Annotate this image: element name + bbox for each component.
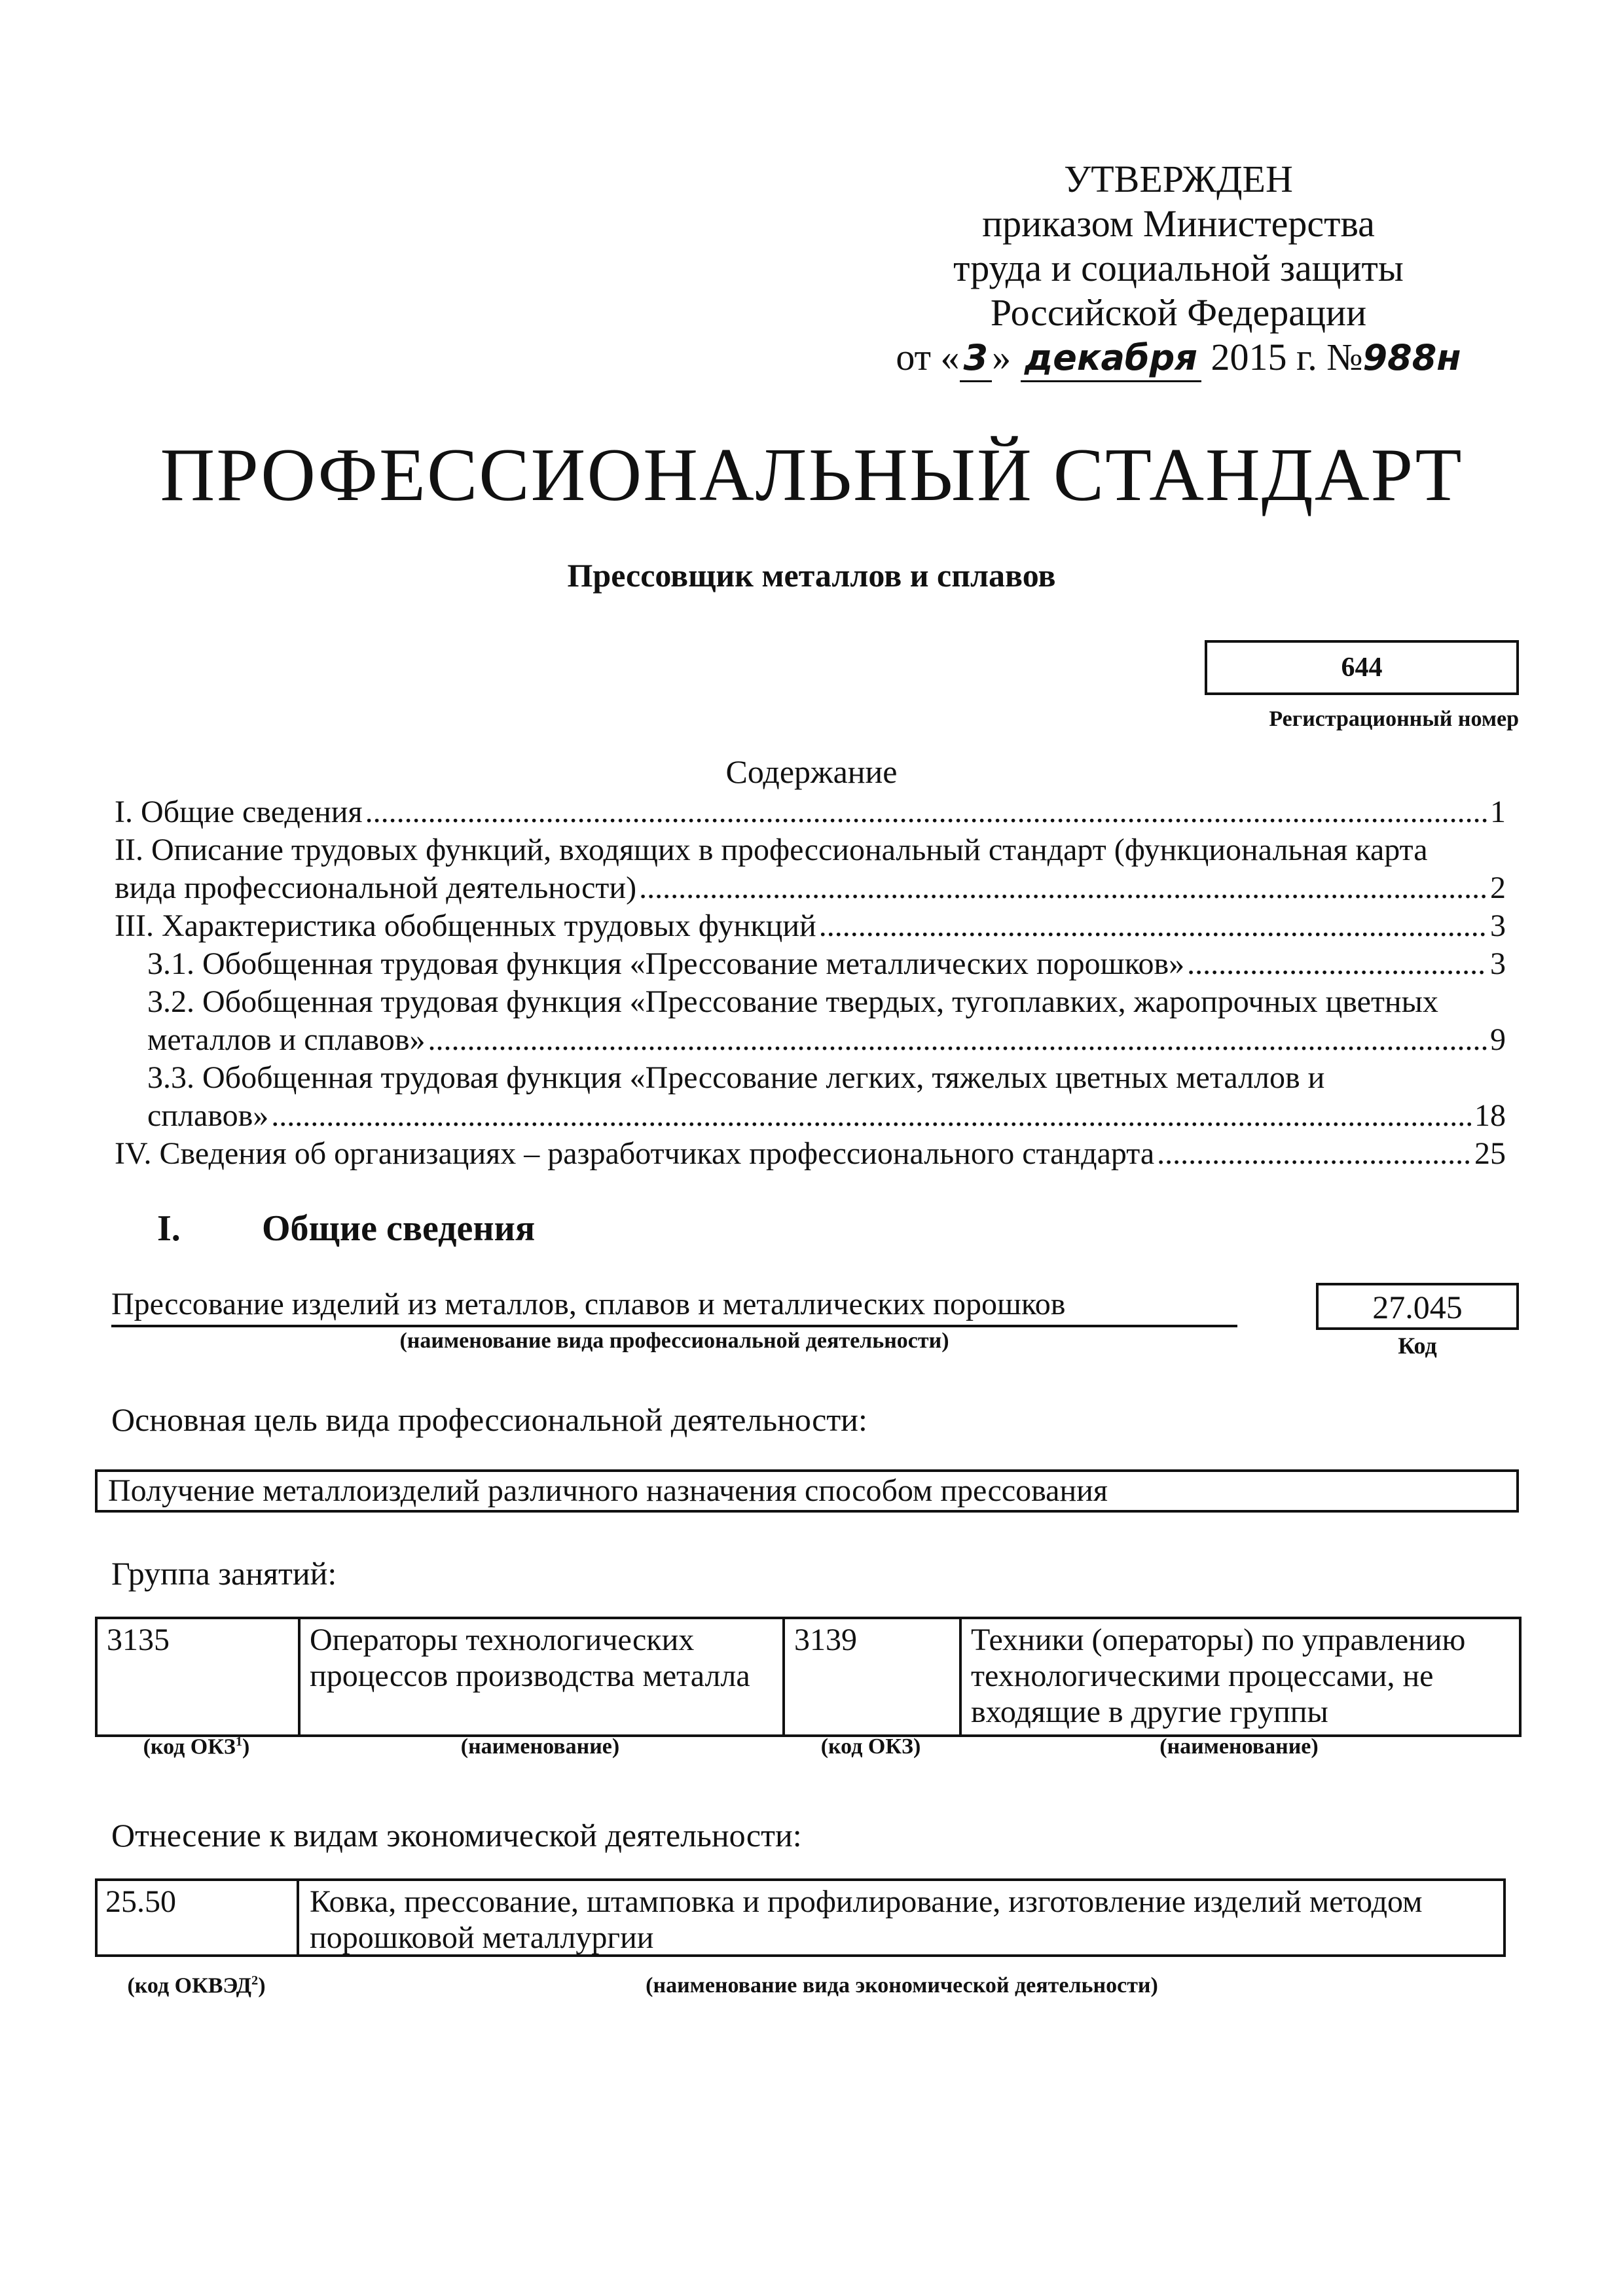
activity-name: Прессование изделий из металлов, сплавов и металлических порошков (111, 1286, 1237, 1327)
okved-code-cell: 25.50 (98, 1881, 299, 1954)
okz-name-cell: Техники (операторы) по управлению технологическими процессами, не входящие в другие группы (960, 1618, 1520, 1736)
toc-item[interactable]: 3.3. Обобщенная трудовая функция «Прессование легких, тяжелых цветных металлов и сплавов» ..... 18 (147, 1059, 1506, 1135)
approval-line: УТВЕРЖДЕН (1064, 158, 1293, 200)
okz-name-cell: Операторы технологических процессов производства металла (299, 1618, 784, 1736)
date-quote: » (992, 336, 1012, 378)
activity-code-caption: Код (1398, 1333, 1437, 1359)
toc-item[interactable]: 3.1. Обобщенная трудовая функция «Прессование металлических порошков» ..... 3 (147, 945, 1506, 983)
toc-item[interactable]: IV. Сведения об организациях – разработчиках профессионального стандарта ..... 25 (115, 1135, 1506, 1173)
approval-block (884, 157, 1473, 382)
date-prefix: от « (896, 336, 960, 378)
activity-caption: (наименование вида профессиональной деятельности) (399, 1329, 949, 1353)
toc-item[interactable]: II. Описание трудовых функций, входящих в профессиональный стандарт (функциональная карта вида профессиональной деятельности) ..... 2 (115, 831, 1506, 907)
okved-table (95, 1878, 1506, 1957)
date-year: 2015 г. № (1211, 336, 1363, 378)
approval-line: приказом Министерства (982, 202, 1375, 245)
toc-heading: Содержание (725, 753, 898, 790)
occupation-group-table (95, 1617, 1522, 1737)
section-title: Общие сведения (262, 1208, 536, 1249)
handwritten-day: 3 (960, 336, 993, 382)
okved-name-caption: (наименование вида экономической деятельности) (646, 1973, 1158, 1998)
document-subtitle: Прессовщик металлов и сплавов (567, 557, 1056, 594)
approval-date (884, 335, 1473, 382)
okz-code-cell: 3139 (784, 1618, 960, 1736)
okz-code-caption: (код ОКЗ$^1$) (143, 1734, 250, 1759)
section-number: I. (157, 1208, 181, 1249)
group-label: Группа занятий: (111, 1555, 337, 1592)
registration-number-label: Регистрационный номер (1269, 707, 1519, 731)
okz-name-caption: (наименование) (1159, 1734, 1319, 1759)
approval-line: Российской Федерации (990, 291, 1367, 334)
okved-name-cell: Ковка, прессование, штамповка и профилирование, изготовление изделий методом порошковой металлургии (310, 1884, 1423, 1955)
approval-line: труда и социальной защиты (953, 247, 1404, 289)
table-row (96, 1618, 1520, 1736)
document-title: ПРОФЕССИОНАЛЬНЫЙ СТАНДАРТ (160, 433, 1463, 517)
toc-item[interactable]: 3.2. Обобщенная трудовая функция «Прессование твердых, тугоплавких, жаропрочных цветных металлов и сплавов» ..... 9 (147, 983, 1506, 1059)
goal-box: Получение металлоизделий различного назначения способом прессования (95, 1469, 1519, 1513)
goal-label: Основная цель вида профессиональной деятельности: (111, 1401, 867, 1438)
handwritten-number: 988н (1362, 337, 1461, 378)
economic-activity-label: Отнесение к видам экономической деятельности: (111, 1817, 802, 1854)
okz-code-cell: 3135 (96, 1618, 299, 1736)
activity-code-box: 27.045 (1316, 1283, 1519, 1330)
registration-number-box: 644 (1205, 640, 1519, 695)
okz-code-caption: (код ОКЗ) (820, 1734, 921, 1759)
okz-name-caption: (наименование) (460, 1734, 620, 1759)
handwritten-month: декабря (1021, 336, 1201, 382)
toc-item[interactable]: III. Характеристика обобщенных трудовых функций ..... 3 (115, 907, 1506, 945)
okved-code-caption: (код ОКВЭД$^2$) (127, 1973, 266, 1998)
toc-item[interactable]: I. Общие сведения ..... 1 (115, 793, 1506, 831)
